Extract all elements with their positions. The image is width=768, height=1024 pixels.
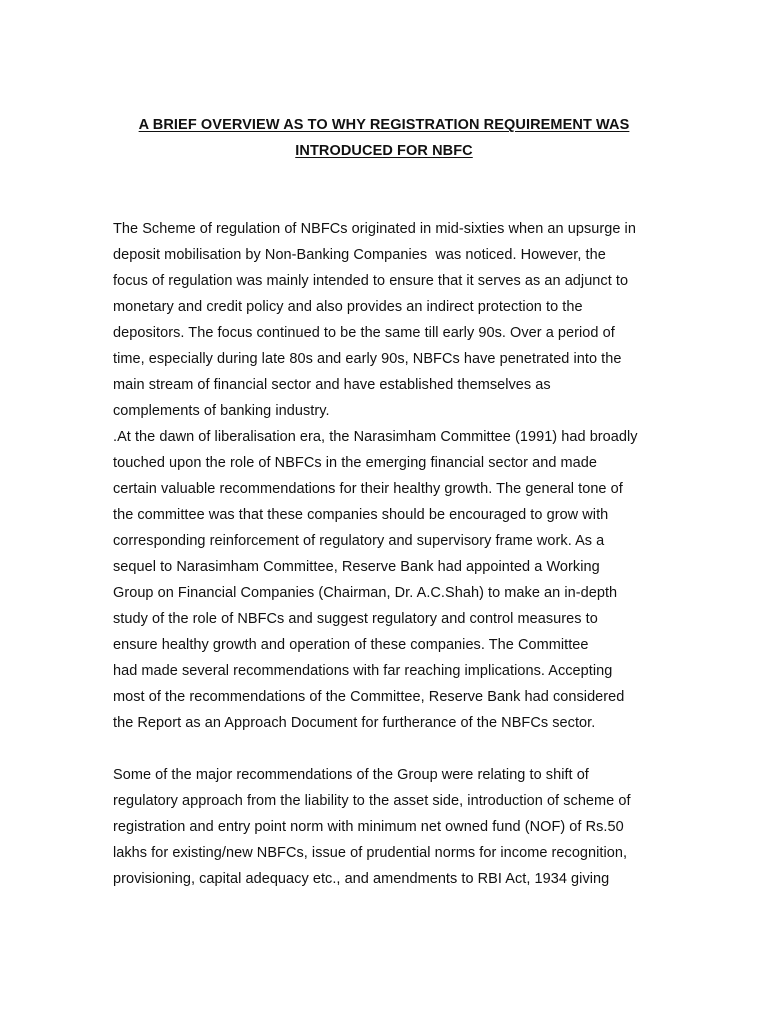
body-text-line: depositors. The focus continued to be the same till early 90s. Over a period of <box>113 325 615 341</box>
document-title-line-1: A BRIEF OVERVIEW AS TO WHY REGISTRATION REQUIREMENT WAS <box>138 117 630 133</box>
body-text-line: regulatory approach from the liability to the asset side, introduction of scheme of <box>113 793 631 809</box>
body-text-line: provisioning, capital adequacy etc., and amendments to RBI Act, 1934 giving <box>113 871 610 887</box>
body-text-line: monetary and credit policy and also provides an indirect protection to the <box>113 299 583 315</box>
body-text-line: corresponding reinforcement of regulatory and supervisory frame work. As a <box>113 533 605 549</box>
body-text-line: focus of regulation was mainly intended to ensure that it serves as an adjunct to <box>113 273 629 289</box>
body-text-line: the Report as an Approach Document for furtherance of the NBFCs sector. <box>113 715 596 731</box>
body-text-line: lakhs for existing/new NBFCs, issue of prudential norms for income recognition, <box>113 845 628 861</box>
body-text-line: study of the role of NBFCs and suggest regulatory and control measures to <box>113 611 598 627</box>
body-text-line: the committee was that these companies should be encouraged to grow with <box>113 507 609 523</box>
body-text-line: registration and entry point norm with minimum net owned fund (NOF) of Rs.50 <box>113 819 624 835</box>
body-text-line: sequel to Narasimham Committee, Reserve Bank had appointed a Working <box>113 559 600 575</box>
body-text-line: ensure healthy growth and operation of these companies. The Committee <box>113 637 589 653</box>
body-text-line: Some of the major recommendations of the Group were relating to shift of <box>113 767 589 783</box>
document-title-line-2: INTRODUCED FOR NBFC <box>295 143 473 159</box>
body-text-line: touched upon the role of NBFCs in the emerging financial sector and made <box>113 455 597 471</box>
body-text-line: deposit mobilisation by Non-Banking Companies was noticed. However, the <box>113 247 606 263</box>
body-text-line: Group on Financial Companies (Chairman, Dr. A.C.Shah) to make an in-depth <box>113 585 618 601</box>
body-text-line: certain valuable recommendations for their healthy growth. The general tone of <box>113 481 623 497</box>
body-text-line: complements of banking industry. <box>113 403 330 419</box>
body-text-line: had made several recommendations with far reaching implications. Accepting <box>113 663 613 679</box>
body-text-line: .At the dawn of liberalisation era, the Narasimham Committee (1991) had broadly <box>113 429 638 445</box>
body-text-line: The Scheme of regulation of NBFCs originated in mid-sixties when an upsurge in <box>113 221 636 237</box>
body-text-line: most of the recommendations of the Committee, Reserve Bank had considered <box>113 689 625 705</box>
body-text-line: time, especially during late 80s and early 90s, NBFCs have penetrated into the <box>113 351 622 367</box>
body-text-line: main stream of financial sector and have established themselves as <box>113 377 551 393</box>
